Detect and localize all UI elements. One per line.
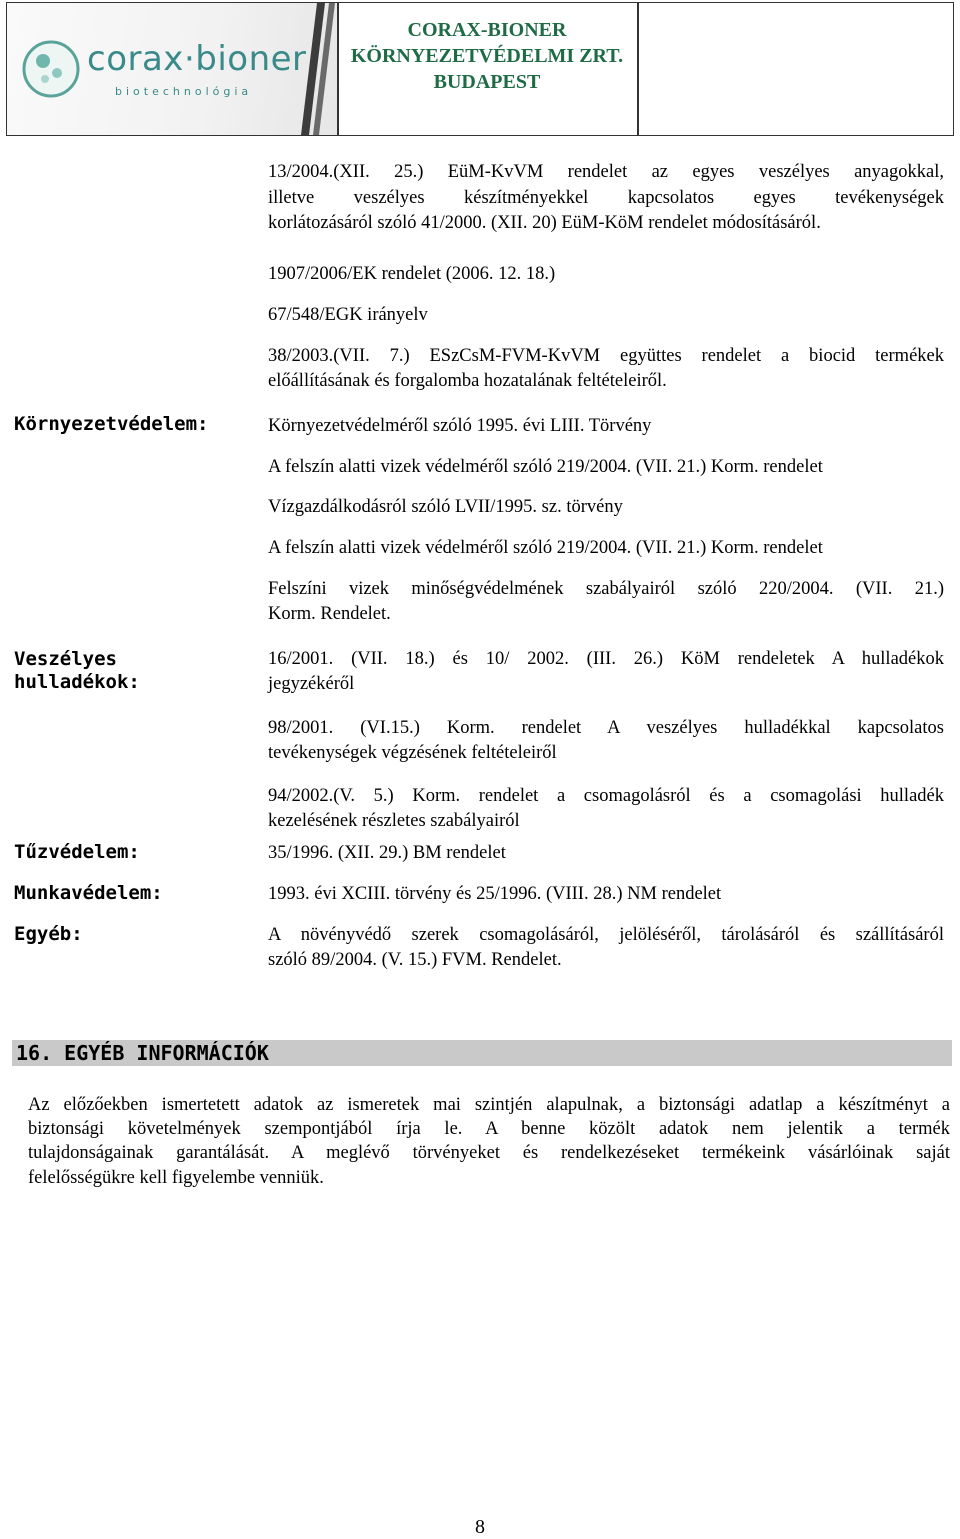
company-logo [7, 3, 339, 135]
logo-name-2: bioner [195, 39, 307, 79]
waste-reg-1-line-1: 16/2001. (VII. 18.) és 10/ 2002. (III. 26.) KöM rendeletek A hulladékok [268, 649, 944, 669]
heading-labor-safety: Munkavédelem: [14, 882, 163, 904]
logo-tagline: biotechnológia [115, 85, 253, 98]
section-16-paragraph-line-1: Az előzőekben ismertetett adatok az ismeretek mai szintjén alapulnak, a biztonsági adatlap a készítményt a [28, 1095, 950, 1115]
env-reg-4: A felszín alatti vizek védelméről szóló 219/2004. (VII. 21.) Korm. rendelet [268, 538, 823, 558]
other-reg-1-line-1: A növényvédő szerek csomagolásáról, jelöléséről, tárolásáról és szállításáról [268, 925, 944, 945]
reg-4-line-1: 38/2003.(VII. 7.) ESzCsM-FVM-KvVM együttes rendelet a biocid termékek [268, 346, 944, 366]
labor-reg-1: 1993. évi XCIII. törvény és 25/1996. (VIII. 28.) NM rendelet [268, 884, 722, 904]
reg-3: 67/548/EGK irányelv [268, 305, 428, 325]
waste-reg-2-line-1: 98/2001. (VI.15.) Korm. rendelet A veszélyes hulladékkal kapcsolatos [268, 718, 944, 738]
page-header [6, 2, 954, 136]
section-16-bar [12, 1040, 952, 1066]
section-16-title: 16. EGYÉB INFORMÁCIÓK [16, 1041, 269, 1065]
logo-name: corax [87, 39, 184, 79]
logo-bubbles-icon [21, 39, 81, 99]
company-line-3: BUDAPEST [433, 71, 541, 93]
company-line-2: KÖRNYEZETVÉDELMI ZRT. [350, 45, 624, 67]
reg-1-line-1: 13/2004.(XII. 25.) EüM-KvVM rendelet az egyes veszélyes anyagokkal, [268, 162, 944, 182]
company-line-1: CORAX-BIONER [407, 19, 567, 41]
heading-environment: Környezetvédelem: [14, 413, 209, 435]
section-16-paragraph-line-2: biztonsági követelmények szempontjából írja le. A benne közölt adatok nem jelentik a termék [28, 1119, 950, 1139]
logo-stripes-icon [297, 3, 337, 135]
waste-reg-3-line-1: 94/2002.(V. 5.) Korm. rendelet a csomagolásról és a csomagolási hulladék [268, 786, 944, 806]
company-name-block [337, 3, 639, 135]
header-empty-cell [637, 3, 953, 135]
env-reg-3: Vízgazdálkodásról szóló LVII/1995. sz. törvény [268, 497, 623, 517]
env-reg-5-line-2: Korm. Rendelet. [268, 604, 391, 624]
reg-2: 1907/2006/EK rendelet (2006. 12. 18.) [268, 264, 556, 284]
heading-hazardous-waste-line-1: Veszélyes [14, 648, 117, 670]
env-reg-2: A felszín alatti vizek védelméről szóló 219/2004. (VII. 21.) Korm. rendelet [268, 457, 823, 477]
page-number: 8 [475, 1516, 485, 1538]
reg-1-line-3: korlátozásáról szóló 41/2000. (XII. 20) EüM-KöM rendelet módosításáról. [268, 213, 821, 233]
heading-hazardous-waste-line-2: hulladékok: [14, 671, 140, 693]
heading-hazardous-waste [14, 648, 140, 693]
waste-reg-2-line-2: tevékenységek végzésének feltételeiről [268, 743, 557, 763]
fire-reg-1: 35/1996. (XII. 29.) BM rendelet [268, 843, 506, 863]
heading-other: Egyéb: [14, 923, 83, 945]
waste-reg-3-line-2: kezelésének részletes szabályairól [268, 811, 520, 831]
logo-dot: · [183, 39, 196, 79]
reg-4-line-2: előállításának és forgalomba hozatalának feltételeiről. [268, 371, 667, 391]
env-reg-5-line-1: Felszíni vizek minőségvédelmének szabályairól szóló 220/2004. (VII. 21.) [268, 579, 944, 599]
other-reg-1-line-2: szóló 89/2004. (V. 15.) FVM. Rendelet. [268, 950, 562, 970]
heading-fire-protection: Tűzvédelem: [14, 841, 140, 863]
section-16-paragraph-line-4: felelősségükre kell figyelembe venniük. [28, 1168, 324, 1188]
waste-reg-1-line-2: jegyzékéről [268, 674, 355, 694]
section-16-paragraph-line-3: tulajdonságainak garantálását. A meglévő törvényeket és rendelkezéseket termékeink vásárlóinak saját [28, 1143, 950, 1163]
env-reg-1: Környezetvédelméről szóló 1995. évi LIII. Törvény [268, 416, 652, 436]
reg-1-line-2: illetve veszélyes készítményekkel kapcsolatos egyes tevékenységek [268, 188, 944, 208]
